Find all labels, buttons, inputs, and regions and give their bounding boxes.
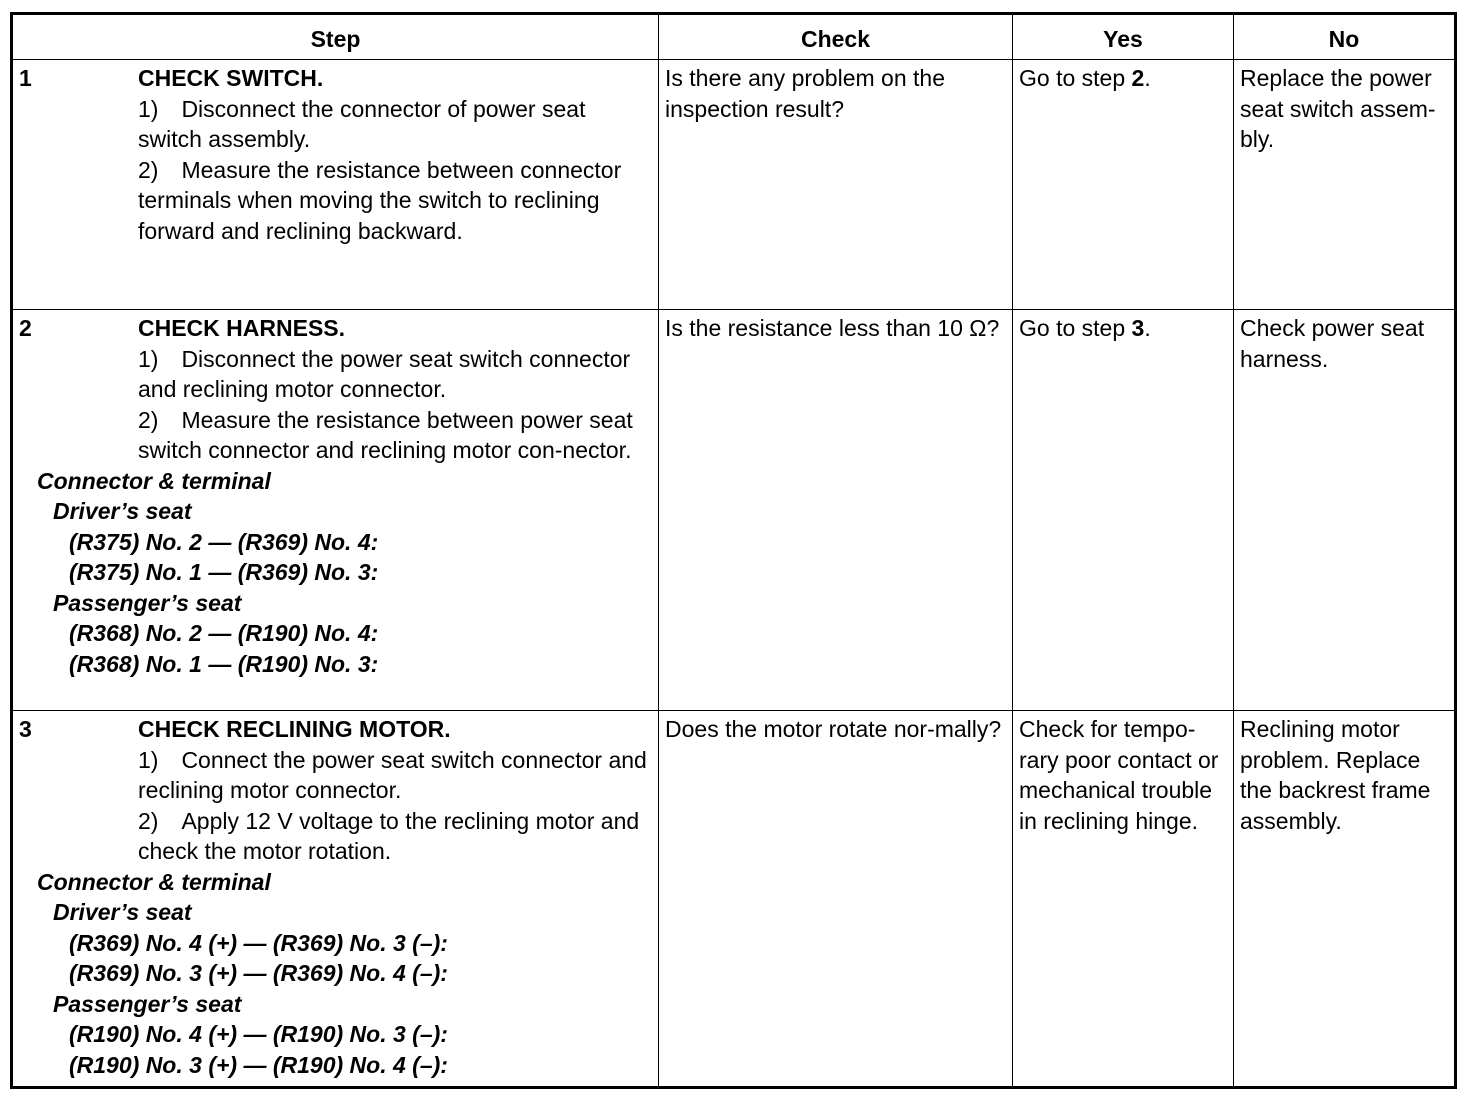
header-no: No [1234,14,1456,60]
step-instruction: 2) Measure the resistance between connector terminals when moving the switch to reclining forward and reclining backward. [138,156,622,244]
table-row [12,711,1456,1088]
yes-cell: Check for tempo-rary poor contact or mechanical trouble in reclining hinge. [1013,711,1234,1088]
spec-heading: Connector & terminal [37,467,271,494]
check-cell: Is the resistance less than 10 Ω? [659,310,1013,711]
terminal-line: (R368) No. 1 — (R190) No. 3: [69,650,379,677]
driver-seat-label: Driver’s seat [53,899,192,925]
header-check: Check [659,14,1013,60]
yes-cell [1013,310,1234,711]
step-body [138,63,652,246]
yes-suffix: . [1144,65,1151,91]
step-body [138,313,652,466]
passenger-seat-label: Passenger’s seat [53,990,242,1017]
step-number: 3 [19,716,32,742]
table-row [12,60,1456,310]
driver-seat-label: Driver’s seat [53,498,192,524]
spec-heading: Connector & terminal [37,868,271,895]
step-title: CHECK SWITCH. [138,65,324,91]
step-title: CHECK HARNESS. [138,315,346,341]
terminal-line: (R368) No. 2 — (R190) No. 4: [69,620,379,646]
yes-step-link[interactable]: 2 [1131,65,1145,91]
table-row [12,310,1456,711]
yes-text: Go to step [1019,315,1132,341]
yes-suffix: . [1144,315,1151,341]
step-number: 1 [19,65,32,91]
check-cell: Is there any problem on the inspection result? [659,60,1013,310]
step-instruction: 2) Measure the resistance between power seat switch connector and reclining motor con-nector. [138,406,633,463]
step-body [138,714,652,867]
step-instruction: 2) Apply 12 V voltage to the reclining motor and check the motor rotation. [138,807,640,864]
step-instruction: 1) Disconnect the connector of power seat switch assembly. [138,95,586,152]
step-title: CHECK RECLINING MOTOR. [138,716,451,742]
terminal-line: (R375) No. 2 — (R369) No. 4: [69,528,379,555]
passenger-seat-label: Passenger’s seat [53,589,242,616]
no-cell: Check power seat harness. [1234,310,1456,711]
yes-text: Go to step [1019,65,1132,91]
step-number: 2 [19,315,32,341]
terminal-line: (R369) No. 3 (+) — (R369) No. 4 (–): [69,960,448,986]
step-cell [12,60,659,310]
diagnostic-table [10,12,1457,1089]
terminal-line: (R369) No. 4 (+) — (R369) No. 3 (–): [69,929,448,956]
header-step: Step [12,14,659,60]
step-instruction: 1) Connect the power seat switch connector and reclining motor connector. [138,746,647,803]
step-cell [12,711,659,1088]
no-cell: Replace the power seat switch assem-bly. [1234,60,1456,310]
terminal-line: (R190) No. 3 (+) — (R190) No. 4 (–): [69,1051,448,1078]
step-cell [12,310,659,711]
no-cell: Reclining motor problem. Replace the backrest frame assembly. [1234,711,1456,1088]
step-instruction: 1) Disconnect the power seat switch connector and reclining motor connector. [138,345,631,402]
terminal-line: (R375) No. 1 — (R369) No. 3: [69,559,379,585]
header-yes: Yes [1013,14,1234,60]
yes-step-link[interactable]: 3 [1131,315,1145,341]
check-cell: Does the motor rotate nor-mally? [659,711,1013,1088]
terminal-line: (R190) No. 4 (+) — (R190) No. 3 (–): [69,1021,448,1047]
yes-cell [1013,60,1234,310]
header-row [12,14,1456,60]
